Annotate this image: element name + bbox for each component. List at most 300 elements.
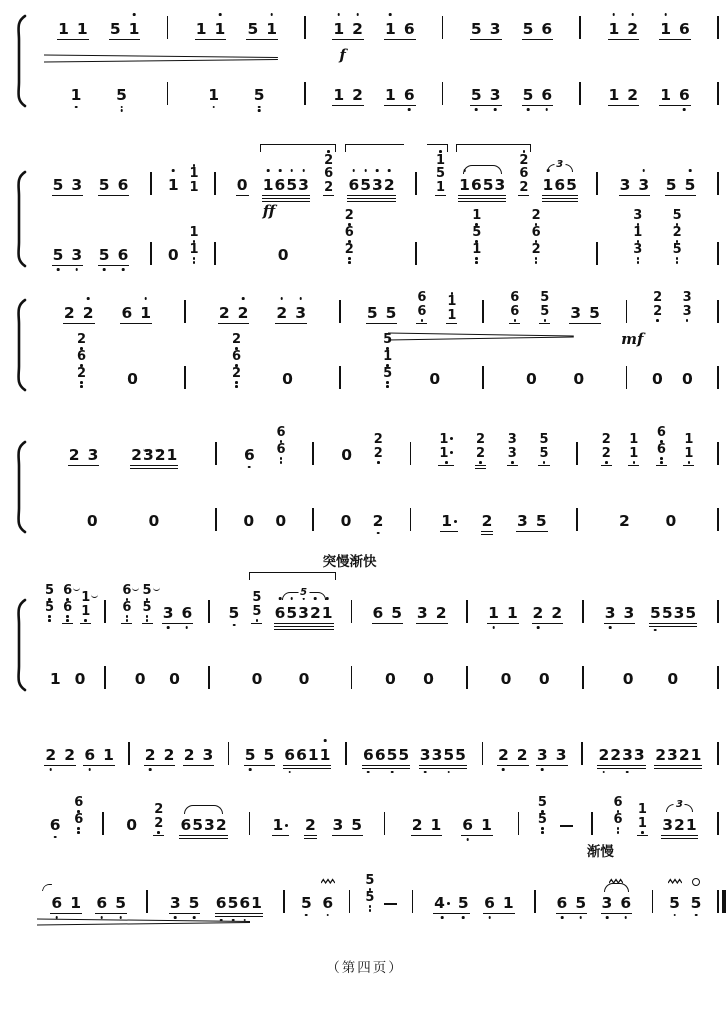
note-digit: 6	[556, 894, 568, 912]
octave-dots	[233, 624, 236, 627]
note-cell	[84, 745, 95, 764]
note-group	[471, 19, 501, 38]
beam-line	[109, 39, 141, 40]
note-cell	[523, 85, 534, 104]
note-digit: 2	[653, 303, 663, 319]
note-digit: 5	[672, 208, 682, 224]
barline	[215, 508, 217, 531]
octave-dots	[676, 260, 679, 264]
brace-spacer	[12, 892, 30, 912]
chord-cell	[122, 601, 131, 622]
stave-line	[151, 225, 216, 264]
octave-dot	[348, 261, 351, 264]
dynamic-mark: ff	[262, 202, 276, 220]
note-token	[252, 591, 261, 622]
beam-line	[98, 265, 130, 266]
octave-dot	[408, 108, 411, 111]
note-digit: 2	[82, 304, 94, 322]
note-token	[508, 433, 517, 464]
note-cell	[490, 85, 501, 104]
phrase-bracket	[510, 144, 531, 152]
note-digit: 0	[127, 370, 138, 388]
octave-dot	[541, 831, 544, 834]
note-group	[385, 669, 396, 688]
note-cell	[373, 603, 384, 622]
octave-dots	[445, 460, 448, 464]
note-token	[126, 815, 137, 834]
note-token	[154, 803, 163, 834]
measure	[413, 892, 535, 912]
octave-dot	[656, 319, 659, 322]
chord-cell	[532, 226, 541, 243]
beam-line	[274, 626, 334, 627]
octave-dot	[421, 319, 424, 322]
note-digit: 5	[540, 290, 550, 306]
octave-dot	[157, 831, 160, 834]
note-cell	[665, 511, 676, 530]
note-digit: 6	[656, 425, 666, 441]
note-cell	[181, 603, 192, 622]
note-cell	[275, 603, 286, 622]
beam-line	[608, 39, 640, 40]
augmentation-dot	[447, 902, 450, 905]
system-brace-icon	[12, 174, 30, 264]
chord-cell	[602, 447, 611, 464]
note-digit: 6	[296, 746, 307, 764]
note-group	[348, 175, 394, 194]
chord-cell	[510, 305, 519, 322]
octave-dot	[514, 319, 517, 322]
octave-dots	[617, 830, 620, 834]
beam-line	[475, 468, 486, 469]
beam-line	[419, 768, 467, 769]
final-barline	[722, 890, 726, 913]
note-digit: 0	[134, 670, 146, 688]
octave-dots	[324, 739, 327, 742]
note-digit: 6	[77, 349, 87, 365]
note-chord	[63, 584, 72, 622]
note-digit: 3	[494, 176, 506, 194]
beam-line	[649, 626, 697, 627]
note-cell	[682, 369, 693, 388]
stave-line	[352, 668, 468, 688]
note-token	[169, 669, 180, 688]
note-group	[420, 745, 466, 764]
note-digit: 6	[96, 894, 108, 912]
note-group	[50, 815, 61, 834]
hairpin	[388, 332, 574, 341]
note-token	[665, 511, 676, 530]
octave-dot	[637, 261, 640, 264]
note-group	[64, 303, 94, 322]
octave-dots	[299, 297, 302, 300]
note-group	[691, 893, 702, 912]
chord-cell	[447, 291, 456, 308]
stave-gap	[313, 464, 410, 510]
note-token	[373, 603, 403, 622]
note-digit: 2	[231, 332, 242, 348]
note-cell	[385, 85, 396, 104]
note-cell	[245, 745, 256, 764]
note-group	[69, 445, 99, 464]
octave-dots	[643, 169, 646, 172]
note-cell	[556, 745, 567, 764]
barline	[717, 16, 719, 39]
beam-line	[98, 195, 130, 196]
note-digit: 1	[637, 815, 647, 831]
note-token	[64, 303, 94, 322]
stave-line	[229, 744, 347, 764]
note-token	[417, 291, 426, 322]
note-group	[163, 603, 193, 622]
beam-line	[416, 323, 427, 324]
beam-line	[518, 195, 529, 196]
note-group	[275, 603, 333, 622]
stave-line	[30, 84, 168, 104]
beam-line	[542, 201, 578, 202]
note-digit: 6	[274, 176, 286, 194]
note-token	[660, 19, 690, 38]
octave-dot	[367, 771, 370, 774]
note-cell	[622, 745, 633, 764]
note-digit: 5	[539, 432, 549, 448]
beam-line	[83, 765, 115, 766]
note-digit: 0	[167, 246, 179, 264]
note-cell	[58, 19, 69, 38]
octave-dots	[126, 618, 129, 622]
note-digit: 2	[77, 366, 87, 382]
note-chord	[439, 433, 453, 464]
note-digit: 6	[74, 812, 84, 828]
note-cell	[685, 603, 696, 622]
note-digit: 2	[383, 176, 395, 194]
measure	[597, 174, 718, 264]
note-cell	[275, 175, 286, 194]
note-digit: 0	[243, 512, 255, 530]
note-digit: 0	[148, 512, 160, 530]
note-cell	[322, 893, 333, 912]
stave-line	[105, 583, 209, 622]
note-digit: 0	[665, 512, 677, 530]
note-group	[229, 603, 240, 622]
note-token	[45, 584, 54, 622]
octave-dots	[133, 13, 136, 16]
note-digit: 6	[274, 604, 286, 622]
note-digit: 2	[674, 816, 685, 834]
note-digit: 6	[243, 446, 255, 464]
note-cell	[523, 19, 534, 38]
note-group	[263, 175, 309, 194]
beam-line	[532, 623, 564, 624]
note-digit: 3	[169, 894, 181, 912]
barline	[102, 812, 104, 835]
barline	[349, 890, 351, 913]
note-cell	[238, 303, 249, 322]
note-group	[168, 245, 179, 264]
barline	[345, 742, 347, 765]
tie-curve-icon	[91, 592, 98, 598]
note-digit: 1	[81, 603, 91, 619]
note-digit: 6	[117, 176, 129, 194]
note-group	[53, 175, 83, 194]
note-token	[374, 433, 383, 464]
note-chord	[508, 433, 517, 464]
note-digit: 5	[365, 890, 375, 906]
octave-dots	[167, 626, 170, 629]
chord-cell	[638, 817, 647, 834]
note-cell	[543, 175, 554, 194]
note-token	[262, 175, 309, 220]
note-token	[69, 445, 99, 464]
measure-strip	[30, 152, 718, 264]
note-cell	[203, 745, 214, 764]
beam-line	[218, 323, 250, 324]
note-cell	[609, 19, 620, 38]
note-digit: 5	[443, 746, 455, 764]
stave-line	[352, 602, 468, 622]
phrase-bracket	[456, 144, 514, 152]
tuplet-number: 3	[675, 799, 683, 810]
note-cell	[320, 745, 331, 764]
stave-line	[305, 18, 443, 64]
note-cell	[239, 893, 250, 912]
note-token	[341, 511, 352, 530]
note-token	[196, 19, 226, 38]
note-cell	[539, 669, 550, 688]
note-digit: 0	[86, 512, 98, 530]
note-digit: 1	[319, 746, 331, 764]
octave-dot	[299, 297, 302, 300]
octave-dots	[88, 768, 91, 771]
measure-strip	[30, 844, 718, 912]
note-token	[533, 603, 563, 622]
note-group	[459, 175, 505, 194]
beam-line	[347, 195, 395, 196]
octave-dots	[527, 108, 530, 111]
note-group	[526, 369, 537, 388]
note-digit: 2	[276, 304, 288, 322]
barline	[339, 300, 341, 323]
note-cell	[351, 815, 362, 834]
chord-cell	[77, 367, 86, 388]
note-group	[373, 511, 384, 530]
note-digit: 1	[195, 20, 207, 38]
augmentation-dot	[450, 437, 453, 440]
note-cell	[669, 893, 680, 912]
octave-dots	[267, 169, 270, 172]
note-token	[254, 85, 265, 104]
note-group	[45, 745, 75, 764]
note-cell	[624, 603, 635, 622]
note-digit: 1	[70, 894, 81, 912]
octave-dots	[511, 460, 514, 464]
note-digit: 1	[321, 604, 333, 622]
stave-gap	[30, 322, 185, 368]
barline	[626, 300, 628, 323]
note-cell	[429, 369, 440, 388]
note-digit: 5	[482, 176, 494, 194]
octave-dots	[543, 460, 546, 464]
chord-cell	[345, 226, 354, 243]
stave-line	[30, 302, 185, 322]
stave-line	[30, 332, 185, 388]
chord-cell	[232, 333, 241, 350]
note-digit: 6	[510, 303, 520, 319]
note-token	[669, 893, 680, 912]
measure	[216, 425, 313, 530]
measure	[30, 444, 216, 530]
note-token	[96, 893, 126, 912]
note-digit: 1	[459, 176, 470, 194]
slur-arc	[463, 165, 502, 174]
note-token	[131, 445, 177, 464]
measure-strip	[30, 290, 718, 388]
stave-line	[216, 510, 313, 530]
note-digit: 5	[391, 604, 403, 622]
note-digit: 6	[51, 894, 63, 912]
phrase-bracket	[315, 144, 336, 152]
octave-dots	[664, 13, 667, 16]
octave-dots	[494, 108, 497, 111]
note-chord	[638, 803, 647, 834]
beam-line	[120, 323, 152, 324]
barline	[351, 666, 353, 689]
note-digit: 6	[417, 303, 427, 319]
note-digit: 2	[373, 445, 383, 461]
note-cell	[208, 85, 219, 104]
note-token	[50, 669, 61, 688]
note-cell	[501, 669, 512, 688]
octave-dots	[369, 908, 372, 912]
note-digit: 0	[429, 370, 441, 388]
note-digit: 6	[417, 290, 427, 306]
note-digit: 6	[554, 176, 566, 194]
note-token	[168, 245, 179, 264]
note-token	[247, 19, 277, 38]
note-cell	[537, 745, 548, 764]
chord-cell	[81, 605, 90, 622]
stave-line	[416, 152, 597, 195]
note-cell	[386, 303, 397, 322]
note-digit: 2	[352, 86, 363, 104]
note-digit: 5	[263, 746, 275, 764]
octave-dot	[233, 624, 236, 627]
octave-dots	[149, 768, 152, 771]
note-digit: 2	[352, 20, 363, 38]
note-cell	[691, 745, 702, 764]
octave-dots	[120, 106, 123, 113]
stave-line	[627, 368, 718, 388]
beam-line	[542, 195, 578, 196]
system-2	[12, 152, 718, 264]
note-digit: 5	[365, 873, 375, 889]
note-token	[573, 369, 584, 388]
stave-gap	[340, 322, 483, 368]
note-digit: 2	[627, 86, 639, 104]
note-chord	[539, 433, 548, 464]
barline	[717, 508, 719, 531]
note-group	[682, 369, 693, 388]
beam-line	[347, 198, 395, 199]
note-group	[244, 445, 255, 464]
note-digit: 0	[667, 670, 679, 688]
brace-spacer	[12, 744, 30, 764]
note-group	[333, 19, 363, 38]
note-digit: 1	[189, 166, 199, 181]
note-cell	[598, 745, 609, 764]
note-cell	[243, 511, 254, 530]
note-cell	[367, 303, 378, 322]
octave-dots	[605, 460, 608, 464]
note-cell	[610, 745, 621, 764]
note-cell	[64, 745, 75, 764]
beam-line	[542, 198, 578, 199]
chord-cell	[154, 817, 163, 834]
chord-cell	[673, 243, 682, 264]
note-digit: 2	[601, 432, 611, 448]
note-digit: 1	[333, 86, 345, 104]
beam-line	[601, 913, 633, 914]
measure	[350, 873, 413, 912]
measure	[30, 744, 129, 764]
note-digit: 5	[398, 746, 410, 764]
chord-cell	[519, 167, 528, 181]
note-cell	[333, 85, 344, 104]
note-digit: 3	[682, 303, 692, 319]
note-digit: 2	[672, 225, 682, 241]
beam-line	[604, 623, 636, 624]
note-chord	[122, 584, 131, 622]
measure-strip	[30, 554, 718, 688]
note-group	[341, 445, 352, 464]
barline	[596, 242, 598, 265]
measure	[385, 814, 519, 834]
note-cell	[570, 303, 581, 322]
note-digit: 5	[286, 176, 298, 194]
measure	[103, 802, 250, 834]
note-group	[441, 511, 457, 530]
note-digit: 1	[81, 591, 90, 605]
note-digit: 5	[386, 746, 398, 764]
note-token	[682, 369, 693, 388]
note-group	[517, 511, 547, 530]
note-cell	[660, 19, 671, 38]
note-group	[373, 603, 403, 622]
note-cell	[215, 19, 226, 38]
note-cell	[237, 175, 248, 194]
octave-dots	[348, 260, 351, 264]
chord-cell	[417, 291, 426, 305]
beam-line	[522, 39, 554, 40]
system-brace-icon	[12, 444, 30, 530]
note-token	[542, 159, 577, 194]
note-digit: 1	[447, 294, 457, 309]
note-token	[498, 745, 528, 764]
octave-dot	[326, 914, 329, 917]
dynamic-mark: f	[339, 46, 346, 64]
measure	[346, 744, 482, 764]
tremolo-icon	[668, 869, 682, 888]
stave-line	[411, 432, 578, 464]
note-cell	[372, 175, 383, 194]
note-digit: 5	[672, 242, 682, 258]
note-digit: 6	[656, 442, 666, 458]
note-digit: 2	[551, 604, 563, 622]
note-cell	[216, 815, 227, 834]
note-chord	[154, 803, 163, 834]
note-chord	[472, 209, 481, 264]
barline	[652, 890, 654, 913]
